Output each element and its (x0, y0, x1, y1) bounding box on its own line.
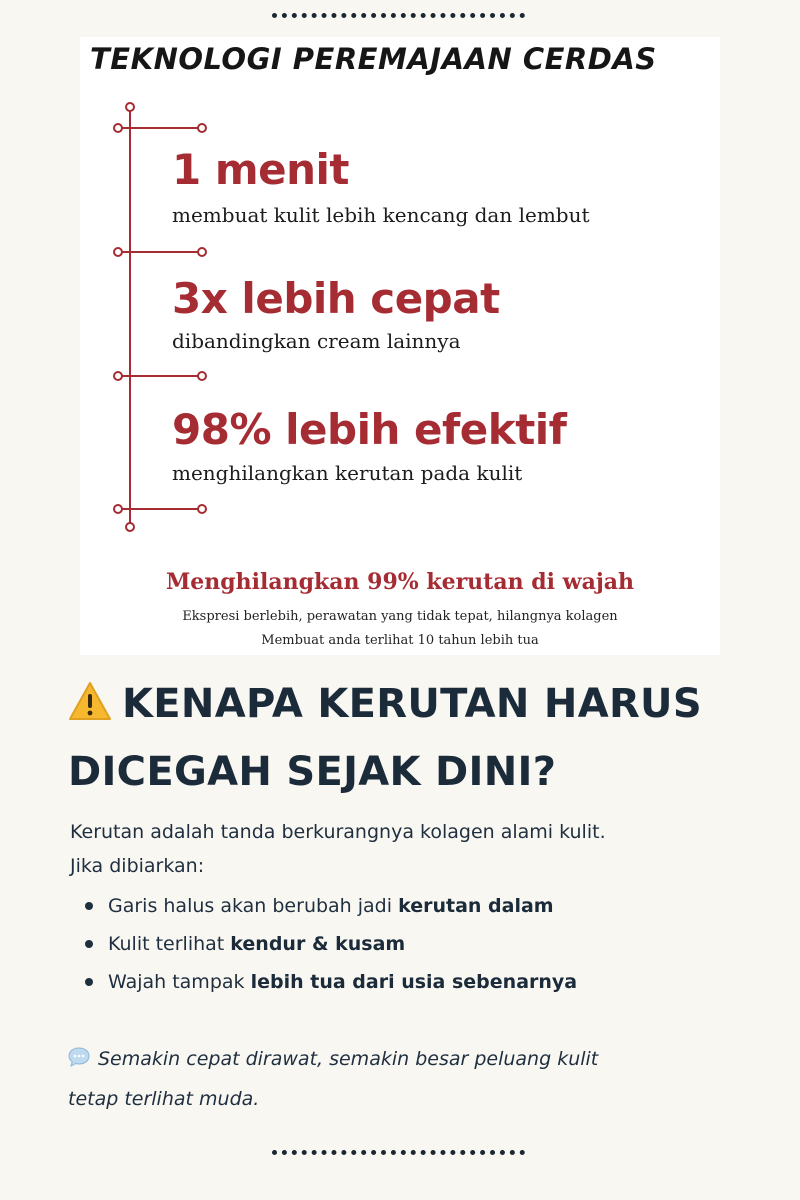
list-item (80, 887, 577, 925)
summary-line-1: Ekspresi berlebih, perawatan yang tidak tepat, hilangnya kolagen (182, 609, 618, 624)
list-item (80, 925, 577, 963)
dotted-divider-bottom (272, 1150, 525, 1155)
bullet-bold-text: kerutan dalam (398, 895, 554, 917)
heading-line-1: KENAPA KERUTAN HARUS (122, 681, 702, 727)
bullet-text: Garis halus akan berubah jadi (108, 895, 399, 917)
stat-description-1: membuat kulit lebih kencang dan lembut (172, 203, 590, 227)
section-heading (68, 672, 768, 804)
intro-paragraph (70, 815, 750, 883)
heading-line-2: DICEGAH SEJAK DINI? (68, 749, 557, 795)
bullet-bold-text: lebih tua dari usia sebenarnya (250, 971, 578, 993)
speech-bubble-icon (68, 1042, 90, 1080)
bullet-text: Kulit terlihat (108, 933, 231, 955)
dotted-divider-top (272, 13, 525, 18)
list-item (80, 963, 577, 1001)
stat-description-3: menghilangkan kerutan pada kulit (172, 461, 523, 485)
card-title: TEKNOLOGI PEREMAJAAN CERDAS (90, 42, 657, 76)
warning-icon (68, 676, 112, 740)
stat-headline-3: 98% lebih efektif (172, 405, 567, 454)
stat-headline-1: 1 menit (172, 145, 349, 194)
summary-line-2: Membuat anda terlihat 10 tahun lebih tua (261, 633, 539, 648)
intro-line-2: Jika dibiarkan: (70, 855, 205, 877)
note-line-1: Semakin cepat dirawat, semakin besar peluang kulit (98, 1048, 599, 1070)
note-line-2: tetap terlihat muda. (68, 1088, 260, 1110)
stat-description-2: dibandingkan cream lainnya (172, 329, 461, 353)
bullet-list (80, 887, 577, 1001)
summary-title: Menghilangkan 99% kerutan di wajah (165, 569, 635, 595)
intro-line-1: Kerutan adalah tanda berkurangnya kolagen alami kulit. (70, 821, 606, 843)
note-paragraph (68, 1040, 748, 1118)
promo-image-card (80, 37, 720, 655)
bullet-text: Wajah tampak (108, 971, 251, 993)
bullet-bold-text: kendur & kusam (230, 933, 406, 955)
stat-headline-2: 3x lebih cepat (172, 274, 500, 323)
